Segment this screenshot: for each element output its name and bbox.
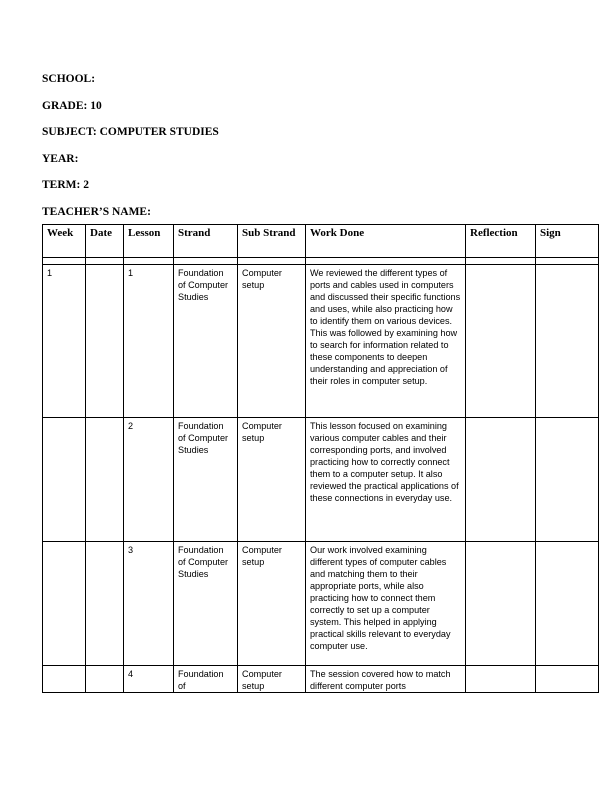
table-spacer-row: [43, 258, 599, 265]
date-cell: [86, 666, 124, 693]
reflection-cell: [466, 542, 536, 666]
spacer-cell: [238, 258, 306, 265]
subject-field: SUBJECT: COMPUTER STUDIES: [42, 126, 219, 138]
record-of-work-table: [42, 224, 599, 693]
spacer-cell: [86, 258, 124, 265]
work-done-cell: Our work involved examining different types of computer cables and matching them to their appropriate ports, while also practicing how to connect them correctly to set up a computer system. This helped in applying practical skills relevant to everyday computer use.: [306, 542, 466, 666]
reflection-cell: [466, 418, 536, 542]
year-field: YEAR:: [42, 152, 79, 165]
sign-cell: [536, 265, 599, 418]
term-field: TERM: 2: [42, 179, 89, 191]
sign-cell: [536, 666, 599, 693]
column-header-strand: Strand: [174, 225, 238, 258]
date-cell: [86, 265, 124, 418]
spacer-cell: [306, 258, 466, 265]
date-cell: [86, 542, 124, 666]
teacher-name-field: TEACHER’S NAME:: [42, 205, 151, 218]
sub-strand-cell: Computer setup: [238, 265, 306, 418]
date-cell: [86, 418, 124, 542]
sub-strand-cell: Computer setup: [238, 542, 306, 666]
spacer-cell: [43, 258, 86, 265]
sub-strand-cell: Computer setup: [238, 666, 306, 693]
spacer-cell: [466, 258, 536, 265]
strand-cell: Foundation of: [174, 666, 238, 693]
week-cell: [43, 666, 86, 693]
week-cell: [43, 542, 86, 666]
document-header: [42, 72, 582, 231]
column-header-lesson: Lesson: [124, 225, 174, 258]
week-cell: 1: [43, 265, 86, 418]
lesson-cell: 2: [124, 418, 174, 542]
lesson-cell: 4: [124, 666, 174, 693]
spacer-cell: [174, 258, 238, 265]
strand-cell: Foundation of Computer Studies: [174, 265, 238, 418]
week-cell: [43, 418, 86, 542]
table-header-row: [43, 225, 599, 258]
column-header-date: Date: [86, 225, 124, 258]
work-done-cell: We reviewed the different types of ports and cables used in computers and discussed their specific functions and uses, while also practicing how to identify them on various devices. This was followed by examining how to search for information related to these components to deepen understanding and appreciation of their roles in computer setup.: [306, 265, 466, 418]
strand-cell: Foundation of Computer Studies: [174, 418, 238, 542]
column-header-work-done: Work Done: [306, 225, 466, 258]
column-header-reflection: Reflection: [466, 225, 536, 258]
grade-field: GRADE: 10: [42, 99, 102, 112]
sub-strand-cell: Computer setup: [238, 418, 306, 542]
column-header-sign: Sign: [536, 225, 599, 258]
work-done-cell: The session covered how to match different computer ports: [306, 666, 466, 693]
sign-cell: [536, 418, 599, 542]
table-row: [43, 265, 599, 418]
reflection-cell: [466, 265, 536, 418]
table-row: [43, 666, 599, 693]
spacer-cell: [536, 258, 599, 265]
table-row: [43, 542, 599, 666]
reflection-cell: [466, 666, 536, 693]
work-done-cell: This lesson focused on examining various computer cables and their corresponding ports, and involved practicing how to correctly connect them to a computer setup. It also reviewed the practical applications of these connections in everyday use.: [306, 418, 466, 542]
school-field: SCHOOL:: [42, 73, 96, 85]
lesson-cell: 1: [124, 265, 174, 418]
sign-cell: [536, 542, 599, 666]
lesson-cell: 3: [124, 542, 174, 666]
strand-cell: Foundation of Computer Studies: [174, 542, 238, 666]
table-row: [43, 418, 599, 542]
column-header-week: Week: [43, 225, 86, 258]
column-header-sub-strand: Sub Strand: [238, 225, 306, 258]
spacer-cell: [124, 258, 174, 265]
